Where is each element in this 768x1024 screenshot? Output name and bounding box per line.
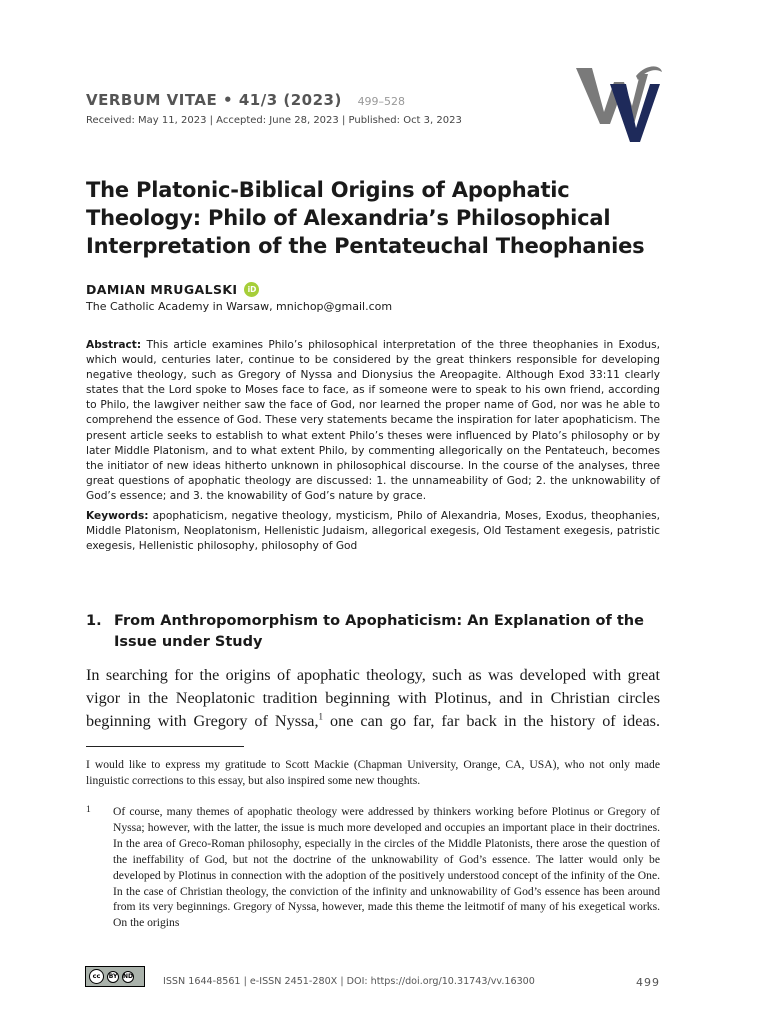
body-text-after: one can go far, far back in the history of ideas. <box>323 711 660 730</box>
doi-link[interactable]: DOI: https://doi.org/10.31743/vv.16300 <box>346 976 535 987</box>
section-number: 1. <box>86 613 102 629</box>
author-affiliation: The Catholic Academy in Warsaw, mnichop@gmail.com <box>86 300 393 313</box>
footnote-ref-1[interactable]: 1 <box>318 711 324 722</box>
journal-volume: 41/3 (2023) <box>238 91 342 109</box>
keywords-label: Keywords: <box>86 510 149 522</box>
orcid-icon[interactable]: iD <box>244 282 259 297</box>
journal-bullet: • <box>223 91 234 109</box>
eissn: e-ISSN 2451-280X <box>249 976 338 987</box>
footnote-divider <box>86 746 244 747</box>
cc-icon: cc <box>89 969 104 984</box>
page-number: 499 <box>636 976 660 989</box>
body-text-before: In searching for the origins of apophatic theology, such as was developed with great vigor in the Neoplatonic tradition beginning with Plotinus, and in Christian circles beginning with Gregory of Nyssa, <box>86 666 660 730</box>
author-line <box>86 282 259 297</box>
vv-logo-icon <box>574 62 664 144</box>
keywords-text: apophaticism, negative theology, mysticism, Philo of Alexandria, Moses, Exodus, theophanies, Middle Platonism, Neoplatonism, Hellenistic Judaism, allegorical exegesis, Old Testament exegesis, patristic exegesis, Hellenistic philosophy, philosophy of God <box>86 510 660 553</box>
body-paragraph <box>86 664 660 732</box>
footer-separator: | <box>340 976 344 987</box>
abstract <box>86 338 660 504</box>
footer-separator: | <box>243 976 247 987</box>
journal-name: VERBUM VITAE <box>86 91 218 109</box>
footnote-1-number: 1 <box>86 805 91 815</box>
section-heading <box>86 611 666 653</box>
nd-icon: ND <box>122 971 134 983</box>
footnote-1: Of course, many themes of apophatic theology were addressed by thinkers working before Plotinus or Gregory of Nyssa; however, with the latter, the issue is much more developed and occupies an important place in their doctrines. In the area of Greco-Roman philosophy, especially in the circles of the Middle Platonists, there arose the question of the ineffability of God, but not the doctrine of the unknowability of God’s essence. The latter would only be developed by Plotinus in connection with the adoption of the positively understood concept of the infinity of the One. In the case of Christian theology, the conviction of the infinity and unknowability of God’s essence has been around from its very beginnings. Gregory of Nyssa, however, made this theme the leitmotif of many of his exegetical works. On the origins <box>113 805 660 930</box>
acknowledgement-note: I would like to express my gratitude to Scott Mackie (Chapman University, Orange, CA, USA), who not only made linguistic corrections to this essay, but also inspired some new thoughts. <box>86 758 660 787</box>
issn: ISSN 1644-8561 <box>163 976 241 987</box>
keywords <box>86 509 660 554</box>
journal-pages: 499–528 <box>357 95 406 108</box>
author-name: DAMIAN MRUGALSKI <box>86 282 238 297</box>
by-icon: BY <box>107 971 119 983</box>
article-dates: Received: May 11, 2023 | Accepted: June 28, 2023 | Published: Oct 3, 2023 <box>86 115 462 126</box>
article-title: The Platonic-Biblical Origins of Apophatic Theology: Philo of Alexandria’s Philosophical Interpretation of the Pentateuchal Theophanies <box>86 178 645 258</box>
section-title: From Anthropomorphism to Apophaticism: An Explanation of the Issue under Study <box>114 613 644 650</box>
cc-by-nd-icon[interactable] <box>85 966 145 987</box>
abstract-label: Abstract: <box>86 339 142 351</box>
footer-identifiers <box>163 976 535 987</box>
journal-header <box>86 91 405 109</box>
abstract-text: This article examines Philo’s philosophical interpretation of the three theophanies in Exodus, which would, centuries later, continue to be considered by the great thinkers responsible for developing negative theology, such as Gregory of Nyssa and Dionysius the Areopagite. Although Exod 33:11 clearly states that the Lord spoke to Moses face to face, as if someone were to speak to his own friend, according to Philo, the lawgiver neither saw the face of God, nor learned the proper name of God, nor was he able to comprehend the essence of God. These very statements became the inspiration for later apophaticism. The present article seeks to establish to what extent Philo’s theses were influenced by Plato’s philosophy or by later Middle Platonism, and to what extent Philo, by commenting allegorically on the Pentateuch, becomes the initiator of new ideas hitherto unknown in philosophical discourse. In the course of the analyses, three great questions of apophatic theology are discussed: 1. the unnameability of God; 2. the unknowability of God’s essence; and 3. the knowability of God’s nature by grace. <box>86 339 660 502</box>
